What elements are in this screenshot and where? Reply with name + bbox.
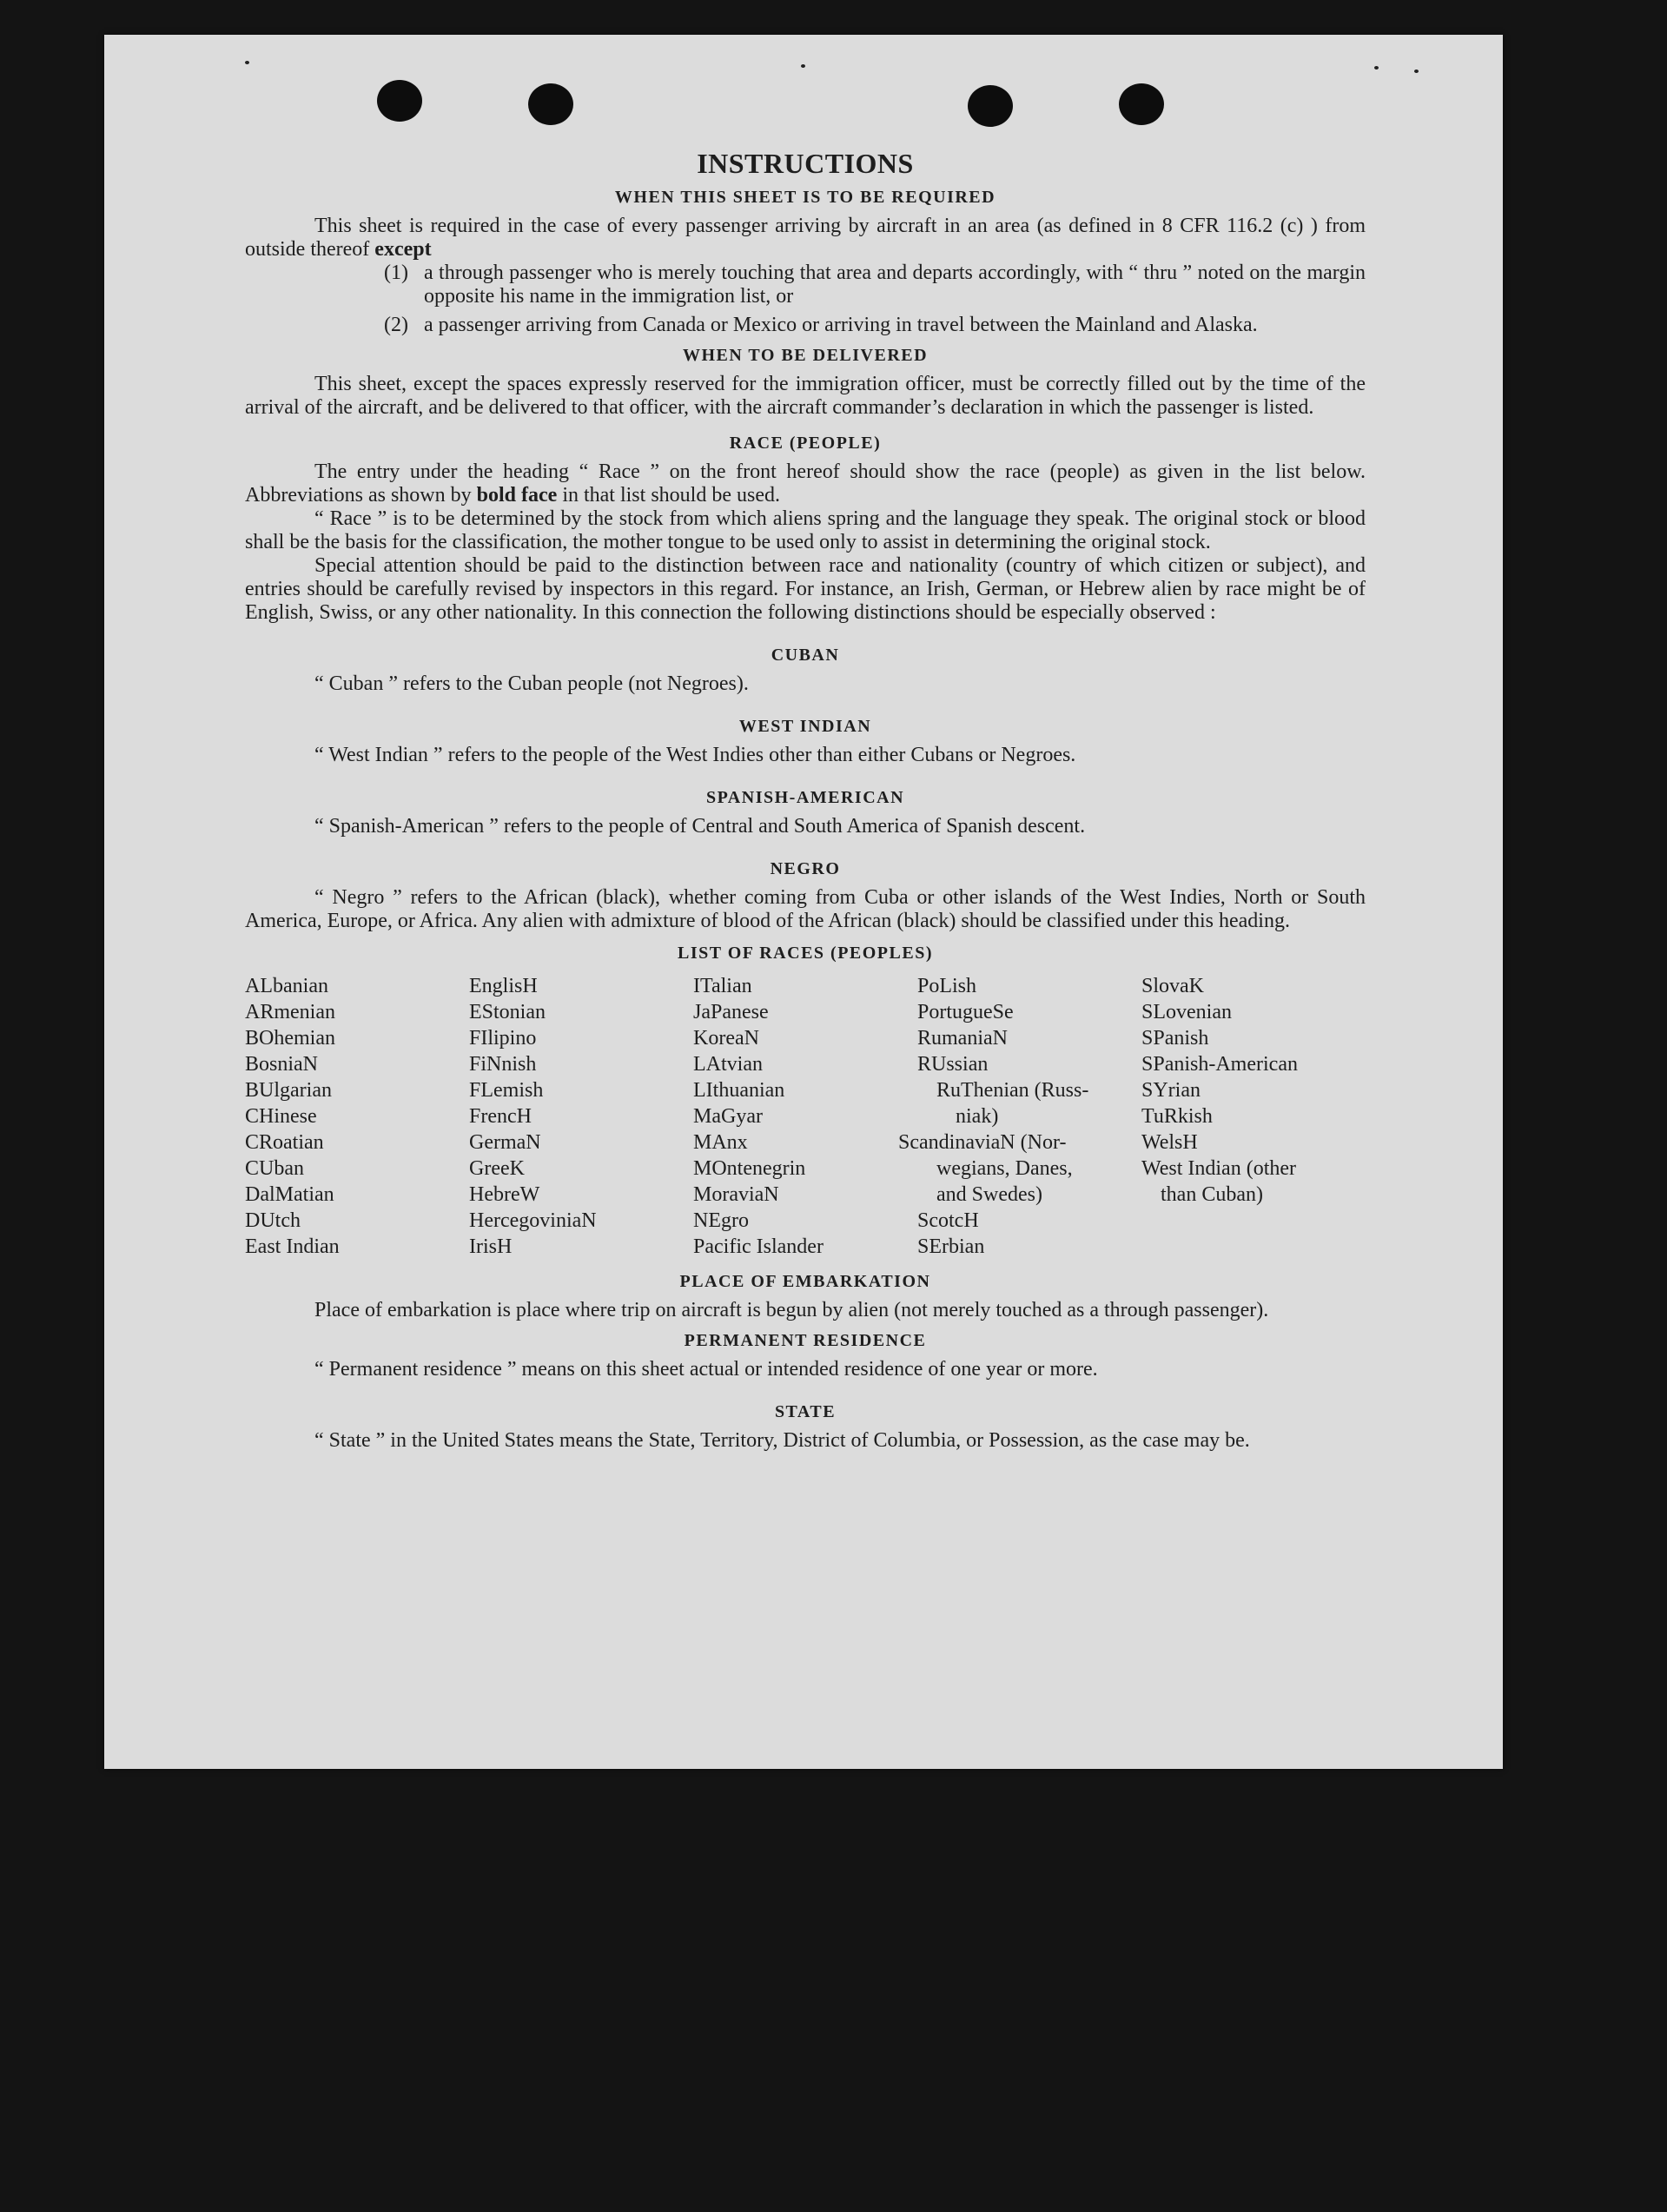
race-entry: FIlipino	[469, 1027, 537, 1050]
race-entry: niak)	[956, 1105, 999, 1128]
state-text: “ State ” in the United States means the State, Territory, District of Columbia, or Possession, as the case may be.	[314, 1429, 1250, 1452]
race-entry: SPanish	[1141, 1027, 1209, 1050]
race-entry: ARmenian	[245, 1001, 335, 1023]
races-column-4	[898, 973, 1141, 1260]
section-heading-list-of-races: LIST OF RACES (PEOPLES)	[677, 944, 933, 963]
race-entry: EnglisH	[469, 975, 538, 997]
cuban-text: “ Cuban ” refers to the Cuban people (not Negroes).	[314, 672, 749, 695]
race-entry: DalMatian	[245, 1183, 334, 1206]
races-column-2	[469, 973, 693, 1260]
race-entry: RumaniaN	[917, 1027, 1008, 1050]
race-entry: PortugueSe	[917, 1001, 1014, 1023]
race-entry: JaPanese	[693, 1001, 769, 1023]
punch-hole	[377, 80, 422, 122]
race-entry: CRoatian	[245, 1131, 324, 1154]
race-entry: BUlgarian	[245, 1079, 332, 1102]
residence-text: “ Permanent residence ” means on this sheet actual or intended residence of one year or more.	[314, 1358, 1098, 1381]
race-entry: East Indian	[245, 1235, 340, 1258]
race-entry: MaGyar	[693, 1105, 763, 1128]
when-delivered-text: This sheet, except the spaces expressly reserved for the immigration officer, must be correctly filled out by the time of the arrival of the aircraft, and be delivered to that officer, with the aircraft commander’s declaration in which the passenger is listed.	[245, 373, 1366, 419]
race-entry: Pacific Islander	[693, 1235, 824, 1258]
west-indian-text: “ West Indian ” refers to the people of the West Indies other than either Cubans or Negroes.	[314, 744, 1076, 766]
race-entry: RUssian	[917, 1053, 989, 1076]
race-entry: than Cuban)	[1161, 1183, 1263, 1206]
race-entry: PoLish	[917, 975, 977, 997]
race-entry: FiNnish	[469, 1053, 537, 1076]
race-entry: RuThenian (Russ-	[936, 1079, 1089, 1102]
section-heading-state: STATE	[774, 1402, 837, 1421]
race-entry: and Swedes)	[936, 1183, 1042, 1206]
section-heading-embarkation: PLACE OF EMBARKATION	[679, 1272, 931, 1291]
embarkation-text: Place of embarkation is place where trip on aircraft is begun by alien (not merely touched as a through passenger).	[314, 1299, 1269, 1321]
race-entry: wegians, Danes,	[936, 1157, 1073, 1180]
race-entry: SPanish-American	[1141, 1053, 1298, 1076]
race-entry: LIthuanian	[693, 1079, 785, 1102]
section-heading-west-indian: WEST INDIAN	[738, 717, 872, 736]
race-entry: ALbanian	[245, 975, 328, 997]
page-title: INSTRUCTIONS	[697, 148, 914, 179]
race-entry: GreeK	[469, 1157, 525, 1180]
race-entry: CHinese	[245, 1105, 317, 1128]
race-entry: MAnx	[693, 1131, 748, 1154]
race-paragraph-2: “ Race ” is to be determined by the stock from which aliens spring and the language they speak. The original stock or blood shall be the basis for the classification, the mother tongue to be used only to assist in determining the original stock.	[245, 507, 1366, 553]
race-entry: FrencH	[469, 1105, 532, 1128]
races-column-3	[693, 973, 917, 1260]
punch-hole	[968, 85, 1013, 127]
race-entry: HercegoviniaN	[469, 1209, 597, 1232]
race-entry: FLemish	[469, 1079, 544, 1102]
when-required-intro: This sheet is required in the case of every passenger arriving by aircraft in an area (as defined in 8 CFR 116.2 (c) ) from outside thereof except	[245, 215, 1366, 261]
race-entry: MoraviaN	[693, 1183, 779, 1206]
punch-hole	[1119, 83, 1164, 125]
race-entry: ScandinaviaN (Nor-	[898, 1131, 1067, 1154]
races-list	[245, 973, 1366, 1260]
race-paragraph-1: The entry under the heading “ Race ” on the front hereof should show the race (people) as given in the list below. Abbreviations as shown by bold face in that list should be used.	[245, 460, 1366, 507]
paper-speck	[1374, 66, 1379, 70]
race-paragraph-3: Special attention should be paid to the distinction between race and nationality (country of which citizen or subject), and entries should be carefully revised by inspectors in this regard. For instance, an Irish, German, or Hebrew alien by race might be of English, Swiss, or any other nationality. In this connection the following distinctions should be especially observed :	[245, 554, 1366, 624]
race-entry: ScotcH	[917, 1209, 979, 1232]
exception-item-2: (2) a passenger arriving from Canada or Mexico or arriving in travel between the Mainland and Alaska.	[384, 314, 1258, 336]
paper-speck	[1414, 70, 1419, 73]
race-entry: CUban	[245, 1157, 304, 1180]
race-entry: EStonian	[469, 1001, 546, 1023]
spanish-american-text: “ Spanish-American ” refers to the people of Central and South America of Spanish descent.	[314, 815, 1086, 838]
paper-speck	[245, 61, 249, 64]
race-entry: SLovenian	[1141, 1001, 1232, 1023]
section-heading-residence: PERMANENT RESIDENCE	[684, 1331, 927, 1350]
race-entry: SYrian	[1141, 1079, 1201, 1102]
race-entry: KoreaN	[693, 1027, 759, 1050]
race-entry: LAtvian	[693, 1053, 763, 1076]
instructions-body	[245, 148, 1366, 1453]
negro-text: “ Negro ” refers to the African (black), whether coming from Cuba or other islands of the West Indies, North or South America, Europe, or Africa. Any alien with admixture of blood of the African (black) should be classified under this heading.	[245, 886, 1366, 932]
race-entry: GermaN	[469, 1131, 541, 1154]
section-heading-race: RACE (PEOPLE)	[729, 434, 882, 453]
exception-item-1: (1) a through passenger who is merely touching that area and departs accordingly, with “ thru ” noted on the margin opposite his name in the immigration list, or	[384, 262, 1366, 308]
race-entry: TuRkish	[1141, 1105, 1213, 1128]
race-entry: MOntenegrin	[693, 1157, 806, 1180]
race-entry: DUtch	[245, 1209, 301, 1232]
race-entry: SlovaK	[1141, 975, 1204, 997]
races-column-1	[245, 973, 469, 1260]
race-entry: WelsH	[1141, 1131, 1198, 1154]
race-entry: West Indian (other	[1141, 1157, 1297, 1180]
race-entry: BOhemian	[245, 1027, 335, 1050]
section-heading-spanish-american: SPANISH-AMERICAN	[705, 788, 905, 807]
section-heading-when-required: WHEN THIS SHEET IS TO BE REQUIRED	[614, 188, 996, 207]
race-entry: ITalian	[693, 975, 752, 997]
race-entry: HebreW	[469, 1183, 540, 1206]
race-entry: BosniaN	[245, 1053, 318, 1076]
races-column-5	[1141, 973, 1366, 1260]
section-heading-cuban: CUBAN	[771, 646, 840, 665]
section-heading-negro: NEGRO	[770, 859, 841, 878]
race-entry: NEgro	[693, 1209, 749, 1232]
paper-speck	[801, 64, 805, 68]
race-entry: IrisH	[469, 1235, 513, 1258]
punch-hole	[528, 83, 573, 125]
race-entry: SErbian	[917, 1235, 985, 1258]
section-heading-when-delivered: WHEN TO BE DELIVERED	[682, 346, 929, 365]
document-page	[104, 35, 1503, 1769]
